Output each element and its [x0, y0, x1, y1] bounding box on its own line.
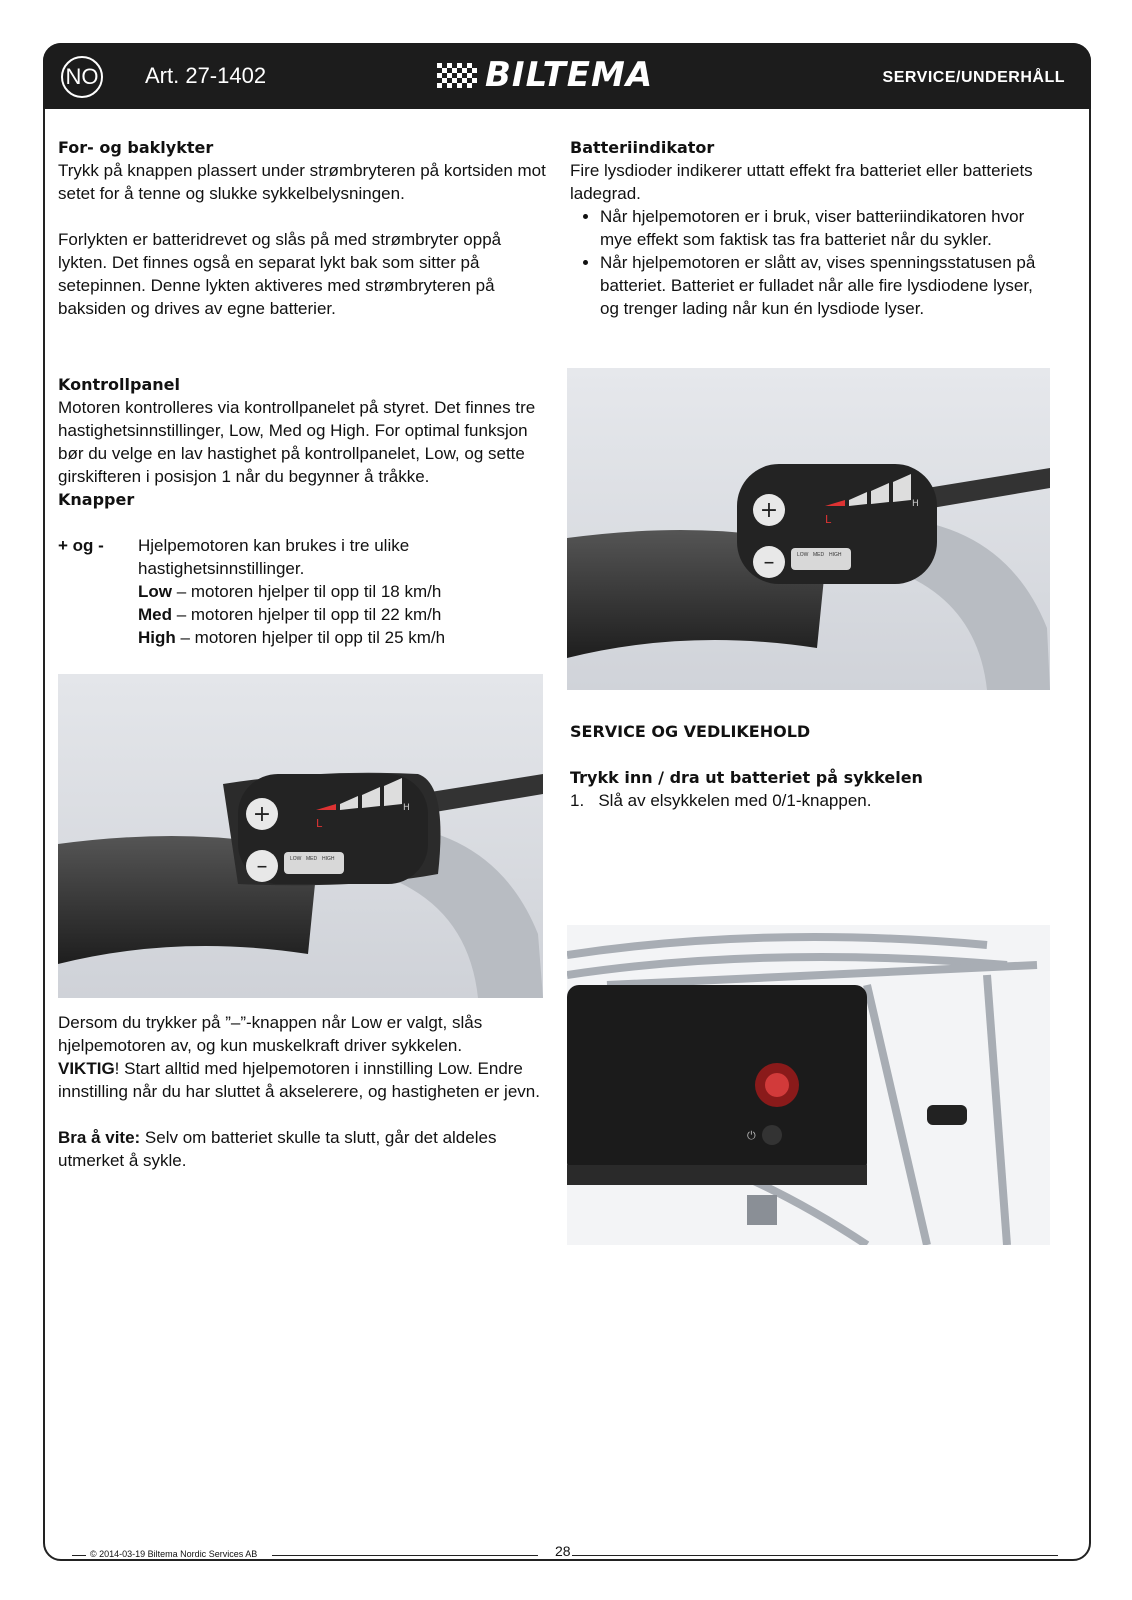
logo-wordmark: BILTEMA	[485, 55, 654, 95]
heading-control-panel: Kontrollpanel	[58, 375, 180, 394]
paragraph: Motoren kontrolleres via kontrollpanelet på styret. Det finnes tre hastighetsinnstillinger, Low, Med og High. For optimal funksjon bør du velge en lav hastighet på kontrollpanelet, Low, og sette girskifteren i posisjon 1 når du begynner å tråkke.	[58, 398, 536, 486]
plus-glyph: +	[252, 802, 272, 827]
key-text: Hjelpemotoren kan brukes i tre ulike hastighetsinnstillinger.	[138, 536, 410, 578]
paragraph: Forlykten er batteridrevet og slås på med strømbryter oppå lykten. Det finnes også en separat lykt bak som sitter på setepinnen. Denne lykten aktiveres med strømbryteren på baksiden og drives av egne batterier.	[58, 230, 502, 318]
section-title: SERVICE/UNDERHÅLL	[882, 69, 1065, 86]
mode-low: LOW	[797, 552, 809, 558]
heading-lights: For- og baklykter	[58, 138, 214, 157]
led-low-label: L	[825, 513, 832, 526]
footer-copyright: © 2014-03-19 Biltema Nordic Services AB	[90, 1549, 258, 1559]
minus-glyph: –	[256, 854, 268, 879]
heading-buttons: Knapper	[58, 490, 135, 509]
minus-glyph: –	[763, 550, 775, 575]
page-number: 28	[555, 1543, 571, 1559]
right-column-service	[570, 720, 1050, 812]
heading-service: SERVICE OG VEDLIKEHOLD	[570, 722, 811, 741]
led-low-label: L	[316, 817, 323, 830]
list-item: • Når hjelpemotoren er slått av, vises spenningsstatusen på batteriet. Batteriet er fulladet når alle fire lysdiodene lyser, og trenger lading når kun én lysdiode lyser.	[600, 251, 1050, 320]
speed-med: Med – motoren hjelper til opp til 22 km/h	[138, 605, 442, 624]
led-high-label: H	[912, 499, 919, 509]
left-column	[58, 136, 548, 320]
article-number: Art. 27-1402	[145, 63, 267, 88]
mode-high: HIGH	[322, 856, 335, 862]
light-button-icon	[762, 1125, 782, 1145]
key-description	[58, 534, 548, 649]
paragraph: Fire lysdioder indikerer uttatt effekt fra batteriet eller batteriets ladegrad.	[570, 161, 1033, 203]
language-badge: NO	[61, 56, 103, 98]
footer-rule	[72, 1555, 86, 1556]
important-note: VIKTIG! Start alltid med hjelpemotoren i innstilling Low. Endre innstilling når du har sluttet å akselerere, og hastigheten er jevn.	[58, 1059, 540, 1101]
mode-high: HIGH	[829, 552, 842, 558]
checker-flag-icon	[437, 63, 477, 89]
speed-high: High – motoren hjelper til opp til 25 km/h	[138, 628, 446, 647]
heading-battery-removal: Trykk inn / dra ut batteriet på sykkelen	[570, 768, 923, 787]
right-column	[570, 136, 1050, 320]
plus-glyph: +	[759, 498, 779, 523]
paragraph: Dersom du trykker på ”–”-knappen når Low er valgt, slås hjelpemotoren av, og kun muskelkraft driver sykkelen.	[58, 1013, 483, 1055]
control-panel-photo	[58, 674, 543, 998]
heading-battery-indicator: Batteriindikator	[570, 138, 715, 157]
page-header	[43, 43, 1091, 109]
tip-note: Bra å vite: Selv om batteriet skulle ta slutt, går det aldeles utmerket å sykle.	[58, 1128, 497, 1170]
led-high-label: H	[403, 803, 410, 813]
left-column-bottom	[58, 1011, 548, 1172]
key-label: + og -	[58, 536, 104, 555]
bullet-list	[570, 205, 1050, 320]
left-column-panel	[58, 373, 548, 649]
list-item: • Når hjelpemotoren er i bruk, viser batteriindikatoren hvor mye effekt som faktisk tas fra batteriet når du sykler.	[600, 205, 1050, 251]
footer-rule	[272, 1555, 538, 1556]
mode-low: LOW	[290, 856, 302, 862]
biltema-logo	[437, 57, 707, 95]
battery-rack-photo	[567, 925, 1050, 1245]
battery-indicator-photo	[567, 368, 1050, 690]
speed-low: Low – motoren hjelper til opp til 18 km/h	[138, 582, 442, 601]
step-1: 1. Slå av elsykkelen med 0/1-knappen.	[570, 791, 872, 810]
mode-med: MED	[813, 552, 825, 558]
svg-text:⏻: ⏻	[747, 1129, 756, 1142]
footer-rule	[572, 1555, 1058, 1556]
mode-med: MED	[306, 856, 318, 862]
paragraph: Trykk på knappen plassert under strømbryteren på kortsiden mot setet for å tenne og slukke sykkelbelysningen.	[58, 161, 546, 203]
